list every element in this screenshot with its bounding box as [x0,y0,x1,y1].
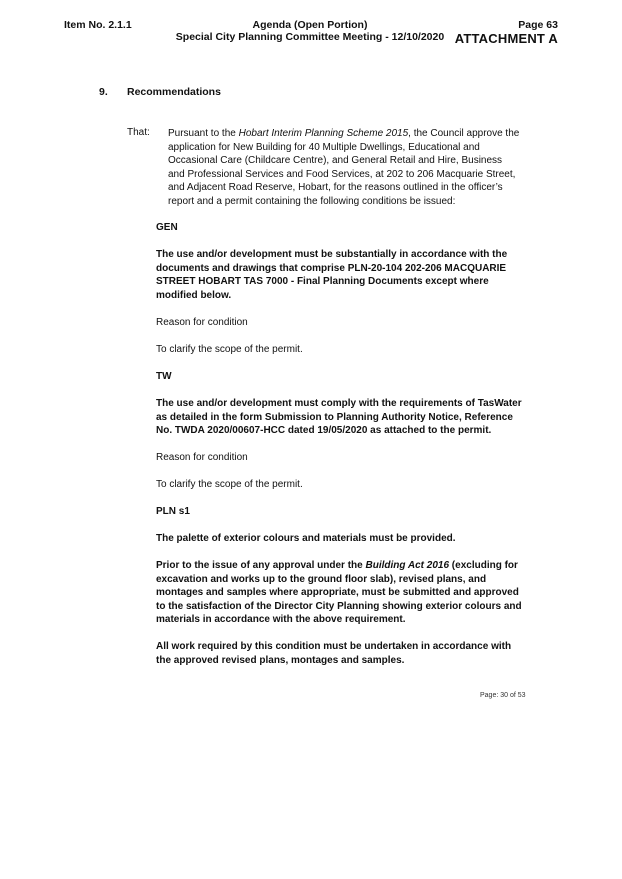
resolution-intro [168,127,520,209]
text2-after: (excluding for excavation and works up to the ground floor slab), revised plans, and montages and samples where appropriate, must be submitted and approved to the satisfaction of the Director City Planning showing exterior colours and materials in accordance with the above requirement. [156,560,522,626]
condition-gen-reason: To clarify the scope of the permit. [156,344,303,355]
agenda-title: Agenda (Open Portion) [252,19,368,31]
section-heading [99,86,221,98]
condition-tw-reason: To clarify the scope of the permit. [156,479,303,490]
attachment-label: ATTACHMENT A [454,31,558,46]
intro-after: , the Council approve the application for New Building for 40 Multiple Dwellings, Educational and Occasional Care (Childcare Centre), and General Retail and Hire, Business and Professional Services and Food Services, at 202 to 206 Macquarie Street, and Adjacent Road Reserve, Hobart, for the reasons outlined in the officer’s report and a permit containing the following conditions be issued: [168,128,520,207]
text2-before: Prior to the issue of any approval under the [156,560,366,571]
condition-pln-s1-text3: All work required by this condition must be undertaken in accordance with the approved revised plans, montages and samples. [156,641,512,666]
building-act-name: Building Act 2016 [365,560,450,571]
intro-before: Pursuant to the [168,128,239,139]
condition-gen-reason-label: Reason for condition [156,317,248,328]
condition-tw-text: The use and/or development must comply with the requirements of TasWater as detailed in the form Submission to Planning Authority Notice, Reference No. TWDA 2020/00607-HCC dated 19/05/2020 as attached to the permit. [156,398,522,437]
agenda-header [150,19,470,43]
condition-tw-reason-label: Reason for condition [156,452,248,463]
condition-pln-s1-text1: The palette of exterior colours and materials must be provided. [156,533,456,544]
section-number: 9. [99,86,108,98]
page-header-right [455,19,558,46]
condition-gen-code: GEN [156,222,178,233]
condition-pln-s1-text2 [156,559,526,627]
page-footer: Page: 30 of 53 [480,692,526,699]
condition-tw-code: TW [156,371,172,382]
planning-scheme-name: Hobart Interim Planning Scheme 2015 [238,128,409,139]
meeting-title: Special City Planning Committee Meeting - 12/10/2020 [175,31,445,43]
condition-gen-text: The use and/or development must be substantially in accordance with the documents and drawings that comprise PLN-20-104 202-206 MACQUARIE STREET HOBART TAS 7000 - Final Planning Documents except where modified below. [156,249,508,301]
condition-pln-s1-code: PLN s1 [156,506,190,517]
that-label: That: [127,127,150,138]
page-number: Page 63 [518,19,558,31]
item-number: Item No. 2.1.1 [64,19,132,31]
section-title: Recommendations [127,86,221,98]
